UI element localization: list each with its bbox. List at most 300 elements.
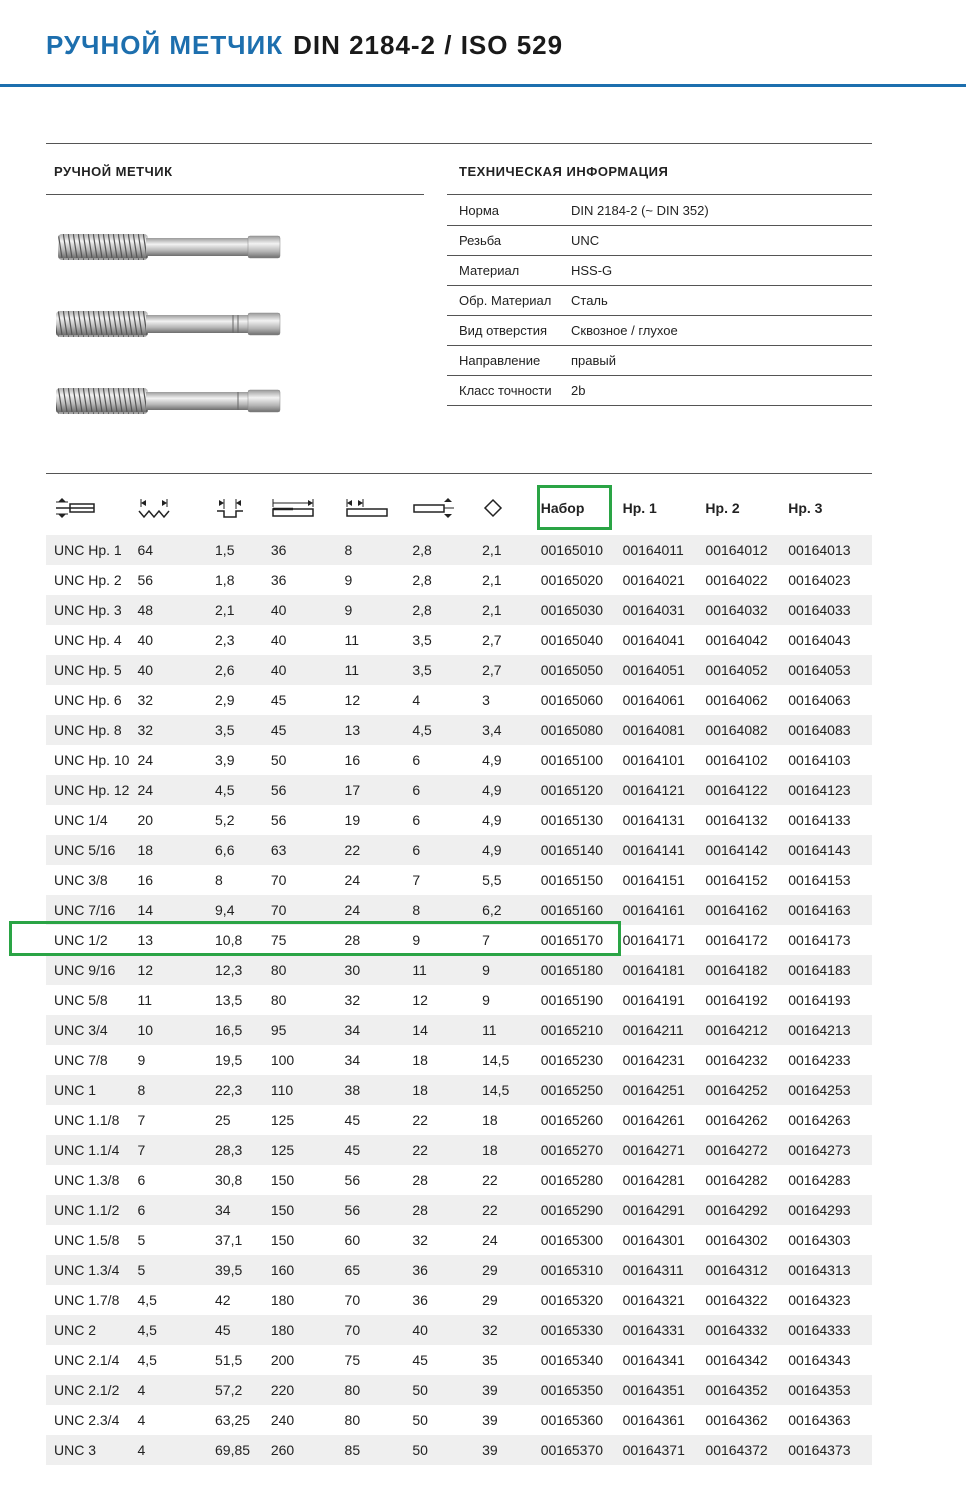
cell-n3: 00164293 <box>780 1195 872 1225</box>
cell-n2: 00164162 <box>697 895 780 925</box>
cell-n2: 00164142 <box>697 835 780 865</box>
table-top-divider <box>46 473 872 474</box>
tech-info-table <box>447 196 872 406</box>
cell-size: UNC 2.3/4 <box>46 1405 129 1435</box>
cell-set: 00165130 <box>533 805 615 835</box>
cell-tpi: 4 <box>129 1375 207 1405</box>
tech-info-row <box>447 376 872 406</box>
cell-total-length: 95 <box>263 1015 337 1045</box>
cell-tpi: 4,5 <box>129 1285 207 1315</box>
cell-square: 29 <box>474 1255 533 1285</box>
cell-n2: 00164062 <box>697 685 780 715</box>
cell-set: 00165230 <box>533 1045 615 1075</box>
cell-thread-length: 45 <box>337 1105 405 1135</box>
cell-size: UNC 2 <box>46 1315 129 1345</box>
table-row <box>46 1195 872 1225</box>
cell-set: 00165300 <box>533 1225 615 1255</box>
cell-set: 00165310 <box>533 1255 615 1285</box>
cell-size: UNC 3/8 <box>46 865 129 895</box>
table-row <box>46 1015 872 1045</box>
cell-set: 00165180 <box>533 955 615 985</box>
cell-size: UNC 2.1/2 <box>46 1375 129 1405</box>
cell-n3: 00164173 <box>780 925 872 955</box>
cell-total-length: 70 <box>263 865 337 895</box>
cell-total-length: 45 <box>263 685 337 715</box>
tech-info-row <box>447 286 872 316</box>
cell-n2: 00164372 <box>697 1435 780 1465</box>
cell-set: 00165340 <box>533 1345 615 1375</box>
cell-thread-length: 85 <box>337 1435 405 1465</box>
cell-square: 22 <box>474 1195 533 1225</box>
tech-info-value: DIN 2184-2 (~ DIN 352) <box>571 196 872 226</box>
thread-length-icon <box>337 480 405 535</box>
cell-thread-length: 16 <box>337 745 405 775</box>
cell-drill: 6,6 <box>207 835 263 865</box>
cell-size: UNC Нр. 6 <box>46 685 129 715</box>
cell-total-length: 50 <box>263 745 337 775</box>
cell-size: UNC 3/4 <box>46 1015 129 1045</box>
cell-set: 00165050 <box>533 655 615 685</box>
cell-n2: 00164042 <box>697 625 780 655</box>
cell-drill: 4,5 <box>207 775 263 805</box>
cell-square: 18 <box>474 1135 533 1165</box>
table-row <box>46 565 872 595</box>
cell-n1: 00164011 <box>615 535 698 565</box>
cell-tpi: 9 <box>129 1045 207 1075</box>
cell-set: 00165080 <box>533 715 615 745</box>
cell-drill: 16,5 <box>207 1015 263 1045</box>
tap-3 <box>56 388 280 414</box>
table-row <box>46 745 872 775</box>
cell-n3: 00164193 <box>780 985 872 1015</box>
cell-tpi: 32 <box>129 715 207 745</box>
cell-square: 14,5 <box>474 1045 533 1075</box>
cell-shank: 2,8 <box>404 595 474 625</box>
cell-set: 00165160 <box>533 895 615 925</box>
table-row <box>46 775 872 805</box>
cell-n1: 00164161 <box>615 895 698 925</box>
cell-n3: 00164153 <box>780 865 872 895</box>
cell-thread-length: 9 <box>337 595 405 625</box>
cell-drill: 30,8 <box>207 1165 263 1195</box>
cell-drill: 3,9 <box>207 745 263 775</box>
cell-drill: 8 <box>207 865 263 895</box>
cell-n3: 00164063 <box>780 685 872 715</box>
product-section-divider <box>46 194 424 195</box>
cell-thread-length: 30 <box>337 955 405 985</box>
cell-thread-length: 17 <box>337 775 405 805</box>
tech-info-key: Норма <box>447 196 571 226</box>
cell-thread-length: 24 <box>337 895 405 925</box>
table-row <box>46 1135 872 1165</box>
cell-n1: 00164301 <box>615 1225 698 1255</box>
cell-n2: 00164032 <box>697 595 780 625</box>
cell-n3: 00164253 <box>780 1075 872 1105</box>
cell-n1: 00164291 <box>615 1195 698 1225</box>
cell-drill: 28,3 <box>207 1135 263 1165</box>
cell-thread-length: 24 <box>337 865 405 895</box>
cell-thread-length: 56 <box>337 1165 405 1195</box>
cell-shank: 12 <box>404 985 474 1015</box>
cell-total-length: 63 <box>263 835 337 865</box>
cell-size: UNC 9/16 <box>46 955 129 985</box>
cell-n2: 00164352 <box>697 1375 780 1405</box>
cell-set: 00165270 <box>533 1135 615 1165</box>
cell-set: 00165190 <box>533 985 615 1015</box>
cell-size: UNC Нр. 5 <box>46 655 129 685</box>
cell-n3: 00164033 <box>780 595 872 625</box>
cell-total-length: 150 <box>263 1225 337 1255</box>
cell-size: UNC 7/8 <box>46 1045 129 1075</box>
cell-size: UNC 1.1/2 <box>46 1195 129 1225</box>
tech-info-value: 2b <box>571 376 872 406</box>
cell-drill: 57,2 <box>207 1375 263 1405</box>
cell-n3: 00164233 <box>780 1045 872 1075</box>
cell-n2: 00164322 <box>697 1285 780 1315</box>
cell-square: 5,5 <box>474 865 533 895</box>
cell-set: 00165260 <box>533 1105 615 1135</box>
cell-square: 39 <box>474 1405 533 1435</box>
cell-n1: 00164331 <box>615 1315 698 1345</box>
cell-drill: 25 <box>207 1105 263 1135</box>
cell-size: UNC Нр. 3 <box>46 595 129 625</box>
product-section-title: РУЧНОЙ МЕТЧИК <box>54 164 173 179</box>
cell-thread-length: 34 <box>337 1015 405 1045</box>
cell-total-length: 260 <box>263 1435 337 1465</box>
cell-thread-length: 70 <box>337 1315 405 1345</box>
tech-info-key: Резьба <box>447 226 571 256</box>
cell-n3: 00164373 <box>780 1435 872 1465</box>
cell-tpi: 18 <box>129 835 207 865</box>
cell-total-length: 180 <box>263 1285 337 1315</box>
cell-n3: 00164183 <box>780 955 872 985</box>
cell-n3: 00164323 <box>780 1285 872 1315</box>
cell-drill: 63,25 <box>207 1405 263 1435</box>
cell-thread-length: 56 <box>337 1195 405 1225</box>
cell-n1: 00164251 <box>615 1075 698 1105</box>
cell-n2: 00164152 <box>697 865 780 895</box>
cell-drill: 10,8 <box>207 925 263 955</box>
cell-drill: 2,1 <box>207 595 263 625</box>
tech-info-row <box>447 256 872 286</box>
cell-square: 9 <box>474 985 533 1015</box>
cell-total-length: 70 <box>263 895 337 925</box>
cell-shank: 6 <box>404 805 474 835</box>
cell-n1: 00164141 <box>615 835 698 865</box>
cell-square: 2,1 <box>474 535 533 565</box>
cell-tpi: 32 <box>129 685 207 715</box>
cell-n1: 00164061 <box>615 685 698 715</box>
cell-n1: 00164281 <box>615 1165 698 1195</box>
cell-n3: 00164273 <box>780 1135 872 1165</box>
cell-drill: 1,5 <box>207 535 263 565</box>
cell-shank: 36 <box>404 1285 474 1315</box>
cell-drill: 13,5 <box>207 985 263 1015</box>
cell-n2: 00164342 <box>697 1345 780 1375</box>
thread-size-icon <box>46 480 129 535</box>
cell-square: 4,9 <box>474 775 533 805</box>
cell-tpi: 64 <box>129 535 207 565</box>
cell-shank: 45 <box>404 1345 474 1375</box>
cell-drill: 42 <box>207 1285 263 1315</box>
cell-n2: 00164302 <box>697 1225 780 1255</box>
cell-tpi: 10 <box>129 1015 207 1045</box>
cell-n2: 00164252 <box>697 1075 780 1105</box>
cell-set: 00165010 <box>533 535 615 565</box>
cell-n1: 00164131 <box>615 805 698 835</box>
cell-n3: 00164353 <box>780 1375 872 1405</box>
cell-n1: 00164171 <box>615 925 698 955</box>
col-n1: Нр. 1 <box>622 499 657 516</box>
cell-n3: 00164013 <box>780 535 872 565</box>
cell-shank: 28 <box>404 1165 474 1195</box>
cell-n1: 00164361 <box>615 1405 698 1435</box>
table-row <box>46 985 872 1015</box>
cell-size: UNC 1/4 <box>46 805 129 835</box>
cell-size: UNC Нр. 12 <box>46 775 129 805</box>
cell-shank: 14 <box>404 1015 474 1045</box>
cell-shank: 40 <box>404 1315 474 1345</box>
cell-n3: 00164163 <box>780 895 872 925</box>
cell-n3: 00164123 <box>780 775 872 805</box>
cell-thread-length: 22 <box>337 835 405 865</box>
cell-set: 00165140 <box>533 835 615 865</box>
table-row <box>46 625 872 655</box>
cell-drill: 37,1 <box>207 1225 263 1255</box>
tap-1 <box>58 234 280 260</box>
cell-thread-length: 70 <box>337 1285 405 1315</box>
cell-thread-length: 8 <box>337 535 405 565</box>
cell-total-length: 150 <box>263 1195 337 1225</box>
cell-shank: 8 <box>404 895 474 925</box>
cell-square: 14,5 <box>474 1075 533 1105</box>
cell-total-length: 240 <box>263 1405 337 1435</box>
cell-shank: 2,8 <box>404 565 474 595</box>
cell-n3: 00164333 <box>780 1315 872 1345</box>
cell-n1: 00164371 <box>615 1435 698 1465</box>
cell-n1: 00164041 <box>615 625 698 655</box>
tech-info-key: Материал <box>447 256 571 286</box>
cell-square: 4,9 <box>474 835 533 865</box>
cell-shank: 18 <box>404 1045 474 1075</box>
cell-thread-length: 45 <box>337 1135 405 1165</box>
cell-tpi: 5 <box>129 1225 207 1255</box>
cell-total-length: 75 <box>263 925 337 955</box>
table-row <box>46 1165 872 1195</box>
table-row <box>46 1225 872 1255</box>
cell-drill: 19,5 <box>207 1045 263 1075</box>
taps-image <box>48 205 310 455</box>
cell-square: 9 <box>474 955 533 985</box>
cell-shank: 4 <box>404 685 474 715</box>
cell-size: UNC 1 <box>46 1075 129 1105</box>
cell-square: 4,9 <box>474 805 533 835</box>
cell-total-length: 150 <box>263 1165 337 1195</box>
cell-n2: 00164362 <box>697 1405 780 1435</box>
cell-size: UNC 1.1/4 <box>46 1135 129 1165</box>
table-row <box>46 1405 872 1435</box>
cell-n1: 00164031 <box>615 595 698 625</box>
cell-size: UNC Нр. 10 <box>46 745 129 775</box>
cell-thread-length: 28 <box>337 925 405 955</box>
cell-thread-length: 13 <box>337 715 405 745</box>
table-row <box>46 805 872 835</box>
table-header-row <box>46 480 872 535</box>
cell-tpi: 5 <box>129 1255 207 1285</box>
cell-square: 22 <box>474 1165 533 1195</box>
shank-diameter-icon <box>404 480 474 535</box>
tech-info-row <box>447 196 872 226</box>
table-row <box>46 1315 872 1345</box>
cell-thread-length: 9 <box>337 565 405 595</box>
cell-thread-length: 11 <box>337 655 405 685</box>
cell-set: 00165210 <box>533 1015 615 1045</box>
table-row <box>46 865 872 895</box>
table-row <box>46 955 872 985</box>
cell-square: 29 <box>474 1285 533 1315</box>
cell-size: UNC 5/16 <box>46 835 129 865</box>
cell-square: 6,2 <box>474 895 533 925</box>
cell-tpi: 8 <box>129 1075 207 1105</box>
table-row <box>46 1285 872 1315</box>
tech-info-value: UNC <box>571 226 872 256</box>
cell-total-length: 100 <box>263 1045 337 1075</box>
cell-n3: 00164363 <box>780 1405 872 1435</box>
cell-n1: 00164081 <box>615 715 698 745</box>
cell-n3: 00164103 <box>780 745 872 775</box>
tech-info-key: Вид отверстия <box>447 316 571 346</box>
cell-tpi: 16 <box>129 865 207 895</box>
cell-n2: 00164122 <box>697 775 780 805</box>
cell-total-length: 56 <box>263 775 337 805</box>
table-row <box>46 595 872 625</box>
cell-n3: 00164083 <box>780 715 872 745</box>
cell-set: 00165290 <box>533 1195 615 1225</box>
cell-drill: 9,4 <box>207 895 263 925</box>
cell-set: 00165030 <box>533 595 615 625</box>
cell-n1: 00164351 <box>615 1375 698 1405</box>
cell-shank: 4,5 <box>404 715 474 745</box>
cell-shank: 6 <box>404 835 474 865</box>
cell-tpi: 13 <box>129 925 207 955</box>
cell-total-length: 125 <box>263 1105 337 1135</box>
cell-tpi: 40 <box>129 655 207 685</box>
cell-n2: 00164132 <box>697 805 780 835</box>
table-row <box>46 1045 872 1075</box>
cell-n1: 00164191 <box>615 985 698 1015</box>
cell-size: UNC 1.1/8 <box>46 1105 129 1135</box>
total-length-icon <box>263 480 337 535</box>
tech-info-key: Направление <box>447 346 571 376</box>
drill-diameter-icon <box>207 480 263 535</box>
cell-set: 00165040 <box>533 625 615 655</box>
tech-info-row <box>447 316 872 346</box>
cell-tpi: 24 <box>129 775 207 805</box>
cell-square: 3 <box>474 685 533 715</box>
tap-2 <box>56 311 280 337</box>
cell-thread-length: 65 <box>337 1255 405 1285</box>
page-title <box>46 30 563 61</box>
cell-size: UNC 2.1/4 <box>46 1345 129 1375</box>
cell-drill: 2,6 <box>207 655 263 685</box>
cell-total-length: 80 <box>263 955 337 985</box>
cell-thread-length: 75 <box>337 1345 405 1375</box>
cell-total-length: 40 <box>263 655 337 685</box>
cell-tpi: 7 <box>129 1105 207 1135</box>
cell-n3: 00164303 <box>780 1225 872 1255</box>
cell-tpi: 6 <box>129 1195 207 1225</box>
cell-size: UNC 1.3/8 <box>46 1165 129 1195</box>
cell-shank: 6 <box>404 745 474 775</box>
cell-n1: 00164341 <box>615 1345 698 1375</box>
cell-set: 00165250 <box>533 1075 615 1105</box>
cell-tpi: 6 <box>129 1165 207 1195</box>
tech-info-row <box>447 346 872 376</box>
cell-shank: 22 <box>404 1135 474 1165</box>
table-row <box>46 535 872 565</box>
cell-drill: 69,85 <box>207 1435 263 1465</box>
cell-drill: 22,3 <box>207 1075 263 1105</box>
tech-info-value: HSS-G <box>571 256 872 286</box>
cell-total-length: 40 <box>263 625 337 655</box>
cell-n1: 00164181 <box>615 955 698 985</box>
cell-shank: 28 <box>404 1195 474 1225</box>
product-table <box>46 480 872 1465</box>
cell-shank: 3,5 <box>404 655 474 685</box>
cell-set: 00165350 <box>533 1375 615 1405</box>
cell-thread-length: 80 <box>337 1405 405 1435</box>
cell-n2: 00164052 <box>697 655 780 685</box>
cell-n3: 00164133 <box>780 805 872 835</box>
cell-shank: 6 <box>404 775 474 805</box>
cell-n2: 00164192 <box>697 985 780 1015</box>
cell-square: 39 <box>474 1375 533 1405</box>
cell-n2: 00164282 <box>697 1165 780 1195</box>
cell-shank: 18 <box>404 1075 474 1105</box>
table-row <box>46 1255 872 1285</box>
cell-n1: 00164051 <box>615 655 698 685</box>
cell-n1: 00164121 <box>615 775 698 805</box>
cell-square: 32 <box>474 1315 533 1345</box>
tech-info-value: Сталь <box>571 286 872 316</box>
cell-n1: 00164321 <box>615 1285 698 1315</box>
cell-n2: 00164292 <box>697 1195 780 1225</box>
cell-square: 24 <box>474 1225 533 1255</box>
cell-tpi: 11 <box>129 985 207 1015</box>
col-n3: Нр. 3 <box>788 499 823 516</box>
cell-square: 3,4 <box>474 715 533 745</box>
title-standard: DIN 2184-2 / ISO 529 <box>293 30 564 60</box>
cell-total-length: 125 <box>263 1135 337 1165</box>
cell-n1: 00164261 <box>615 1105 698 1135</box>
cell-n3: 00164263 <box>780 1105 872 1135</box>
cell-drill: 12,3 <box>207 955 263 985</box>
cell-size: UNC Нр. 4 <box>46 625 129 655</box>
cell-total-length: 80 <box>263 985 337 1015</box>
cell-n1: 00164311 <box>615 1255 698 1285</box>
cell-shank: 2,8 <box>404 535 474 565</box>
cell-set: 00165170 <box>533 925 615 955</box>
cell-n3: 00164143 <box>780 835 872 865</box>
cell-drill: 2,3 <box>207 625 263 655</box>
cell-shank: 3,5 <box>404 625 474 655</box>
cell-n3: 00164213 <box>780 1015 872 1045</box>
cell-size: UNC 1.5/8 <box>46 1225 129 1255</box>
cell-tpi: 4,5 <box>129 1345 207 1375</box>
cell-square: 2,7 <box>474 655 533 685</box>
cell-tpi: 7 <box>129 1135 207 1165</box>
cell-shank: 32 <box>404 1225 474 1255</box>
